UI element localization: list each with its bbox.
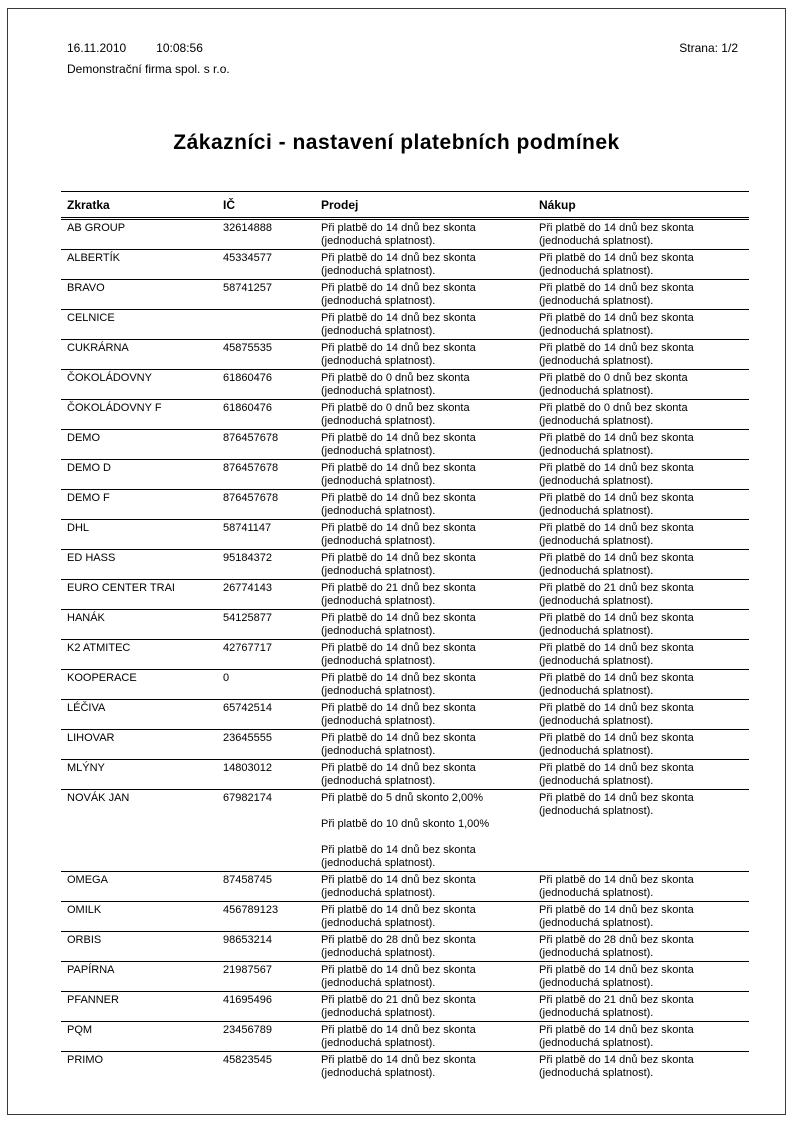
cell-ic: 87458745 <box>223 874 272 886</box>
column-header-nakup: Nákup <box>539 198 576 212</box>
table-row <box>61 1052 749 1081</box>
column-header-zkratka: Zkratka <box>67 198 110 212</box>
cell-nakup: Při platbě do 14 dnů bez skonta (jednoduchá splatnost). <box>539 522 694 547</box>
cell-prodej: Při platbě do 14 dnů bez skonta (jednoduchá splatnost). <box>321 432 476 457</box>
cell-prodej: Při platbě do 14 dnů bez skonta (jednoduchá splatnost). <box>321 1054 476 1079</box>
cell-zkratka: DHL <box>67 522 90 534</box>
cell-prodej: Při platbě do 14 dnů bez skonta (jednoduchá splatnost). <box>321 552 476 577</box>
cell-ic: 61860476 <box>223 372 272 384</box>
cell-ic: 58741147 <box>223 522 272 534</box>
cell-prodej: Při platbě do 28 dnů bez skonta (jednoduchá splatnost). <box>321 934 476 959</box>
cell-zkratka: DEMO F <box>67 492 110 504</box>
cell-zkratka: OMILK <box>67 904 102 916</box>
cell-nakup: Při platbě do 14 dnů bez skonta (jednoduchá splatnost). <box>539 874 694 899</box>
table-row <box>61 760 749 790</box>
cell-nakup: Při platbě do 14 dnů bez skonta (jednoduchá splatnost). <box>539 462 694 487</box>
cell-prodej: Při platbě do 14 dnů bez skonta (jednoduchá splatnost). <box>321 462 476 487</box>
cell-ic: 45823545 <box>223 1054 272 1066</box>
cell-prodej: Při platbě do 14 dnů bez skonta (jednoduchá splatnost). <box>321 222 476 247</box>
cell-zkratka: CELNICE <box>67 312 115 324</box>
table-row <box>61 730 749 760</box>
cell-nakup: Při platbě do 0 dnů bez skonta (jednoduchá splatnost). <box>539 402 688 427</box>
cell-zkratka: PFANNER <box>67 994 119 1006</box>
cell-nakup: Při platbě do 14 dnů bez skonta (jednoduchá splatnost). <box>539 904 694 929</box>
table-row <box>61 460 749 490</box>
table-row <box>61 490 749 520</box>
report-title: Zákazníci - nastavení platebních podmínek <box>173 131 620 154</box>
cell-nakup: Při platbě do 14 dnů bez skonta (jednoduchá splatnost). <box>539 342 694 367</box>
cell-nakup: Při platbě do 14 dnů bez skonta (jednoduchá splatnost). <box>539 222 694 247</box>
table-row <box>61 700 749 730</box>
company-name: Demonstrační firma spol. s r.o. <box>67 62 230 76</box>
cell-ic: 32614888 <box>223 222 272 234</box>
cell-nakup: Při platbě do 14 dnů bez skonta (jednoduchá splatnost). <box>539 792 694 817</box>
page-number: Strana: 1/2 <box>679 41 738 55</box>
cell-zkratka: OMEGA <box>67 874 108 886</box>
cell-ic: 21987567 <box>223 964 272 976</box>
cell-ic: 45875535 <box>223 342 272 354</box>
table-row <box>61 790 749 872</box>
table-row <box>61 640 749 670</box>
cell-nakup: Při platbě do 14 dnů bez skonta (jednoduchá splatnost). <box>539 252 694 277</box>
cell-nakup: Při platbě do 21 dnů bez skonta (jednoduchá splatnost). <box>539 994 694 1019</box>
cell-ic: 65742514 <box>223 702 272 714</box>
cell-prodej: Při platbě do 14 dnů bez skonta (jednoduchá splatnost). <box>321 282 476 307</box>
cell-prodej: Při platbě do 5 dnů skonto 2,00% Při platbě do 10 dnů skonto 1,00% Při platbě do 14 dnů bez skonta (jednoduchá splatnost). <box>321 792 490 869</box>
cell-nakup: Při platbě do 14 dnů bez skonta (jednoduchá splatnost). <box>539 612 694 637</box>
cell-nakup: Při platbě do 28 dnů bez skonta (jednoduchá splatnost). <box>539 934 694 959</box>
cell-ic: 23645555 <box>223 732 272 744</box>
table-row <box>61 962 749 992</box>
cell-zkratka: PAPÍRNA <box>67 964 115 976</box>
report-datetime <box>67 41 203 55</box>
report-page <box>7 8 786 1115</box>
cell-prodej: Při platbě do 14 dnů bez skonta (jednoduchá splatnost). <box>321 964 476 989</box>
cell-prodej: Při platbě do 14 dnů bez skonta (jednoduchá splatnost). <box>321 612 476 637</box>
table-row <box>61 370 749 400</box>
cell-zkratka: NOVÁK JAN <box>67 792 130 804</box>
cell-prodej: Při platbě do 0 dnů bez skonta (jednoduchá splatnost). <box>321 372 470 397</box>
cell-zkratka: MLÝNY <box>67 762 105 774</box>
cell-ic: 54125877 <box>223 612 272 624</box>
cell-nakup: Při platbě do 14 dnů bez skonta (jednoduchá splatnost). <box>539 702 694 727</box>
cell-zkratka: ČOKOLÁDOVNY F <box>67 402 162 414</box>
cell-zkratka: CUKRÁRNA <box>67 342 129 354</box>
column-header-prodej: Prodej <box>321 198 359 212</box>
cell-ic: 26774143 <box>223 582 272 594</box>
cell-nakup: Při platbě do 14 dnů bez skonta (jednoduchá splatnost). <box>539 432 694 457</box>
cell-prodej: Při platbě do 14 dnů bez skonta (jednoduchá splatnost). <box>321 642 476 667</box>
table-row <box>61 610 749 640</box>
cell-zkratka: HANÁK <box>67 612 105 624</box>
cell-nakup: Při platbě do 14 dnů bez skonta (jednoduchá splatnost). <box>539 492 694 517</box>
cell-ic: 876457678 <box>223 462 279 474</box>
cell-ic: 41695496 <box>223 994 272 1006</box>
cell-prodej: Při platbě do 14 dnů bez skonta (jednoduchá splatnost). <box>321 312 476 337</box>
table-row <box>61 580 749 610</box>
cell-ic: 23456789 <box>223 1024 272 1036</box>
cell-zkratka: ED HASS <box>67 552 116 564</box>
cell-prodej: Při platbě do 14 dnů bez skonta (jednoduchá splatnost). <box>321 732 476 757</box>
cell-nakup: Při platbě do 14 dnů bez skonta (jednoduchá splatnost). <box>539 964 694 989</box>
cell-nakup: Při platbě do 14 dnů bez skonta (jednoduchá splatnost). <box>539 282 694 307</box>
cell-prodej: Při platbě do 14 dnů bez skonta (jednoduchá splatnost). <box>321 702 476 727</box>
cell-ic: 14803012 <box>223 762 272 774</box>
cell-zkratka: EURO CENTER TRAI <box>67 582 175 594</box>
cell-zkratka: DEMO D <box>67 462 111 474</box>
table-row <box>61 992 749 1022</box>
cell-zkratka: AB GROUP <box>67 222 126 234</box>
cell-prodej: Při platbě do 14 dnů bez skonta (jednoduchá splatnost). <box>321 1024 476 1049</box>
table-row <box>61 520 749 550</box>
cell-prodej: Při platbě do 21 dnů bez skonta (jednoduchá splatnost). <box>321 582 476 607</box>
cell-ic: 61860476 <box>223 402 272 414</box>
column-header-ic: IČ <box>223 198 235 212</box>
cell-nakup: Při platbě do 21 dnů bez skonta (jednoduchá splatnost). <box>539 582 694 607</box>
cell-zkratka: PQM <box>67 1024 93 1036</box>
cell-prodej: Při platbě do 14 dnů bez skonta (jednoduchá splatnost). <box>321 522 476 547</box>
cell-zkratka: PRIMO <box>67 1054 104 1066</box>
cell-ic: 42767717 <box>223 642 272 654</box>
cell-nakup: Při platbě do 14 dnů bez skonta (jednoduchá splatnost). <box>539 312 694 337</box>
cell-zkratka: ALBERTÍK <box>67 252 120 264</box>
cell-zkratka: K2 ATMITEC <box>67 642 131 654</box>
cell-prodej: Při platbě do 14 dnů bez skonta (jednoduchá splatnost). <box>321 492 476 517</box>
table-row <box>61 310 749 340</box>
payment-terms-table <box>61 191 749 1081</box>
cell-prodej: Při platbě do 21 dnů bez skonta (jednoduchá splatnost). <box>321 994 476 1019</box>
cell-zkratka: LIHOVAR <box>67 732 115 744</box>
table-row <box>61 932 749 962</box>
cell-zkratka: DEMO <box>67 432 100 444</box>
cell-prodej: Při platbě do 14 dnů bez skonta (jednoduchá splatnost). <box>321 874 476 899</box>
cell-ic: 67982174 <box>223 792 272 804</box>
cell-prodej: Při platbě do 14 dnů bez skonta (jednoduchá splatnost). <box>321 252 476 277</box>
cell-ic: 98653214 <box>223 934 272 946</box>
table-row <box>61 250 749 280</box>
cell-ic: 876457678 <box>223 492 279 504</box>
table-row <box>61 430 749 460</box>
table-row <box>61 340 749 370</box>
cell-ic: 456789123 <box>223 904 279 916</box>
cell-nakup: Při platbě do 14 dnů bez skonta (jednoduchá splatnost). <box>539 732 694 757</box>
cell-zkratka: KOOPERACE <box>67 672 137 684</box>
table-row <box>61 400 749 430</box>
cell-ic: 876457678 <box>223 432 279 444</box>
cell-prodej: Při platbě do 0 dnů bez skonta (jednoduchá splatnost). <box>321 402 470 427</box>
cell-prodej: Při platbě do 14 dnů bez skonta (jednoduchá splatnost). <box>321 904 476 929</box>
table-row <box>61 550 749 580</box>
cell-prodej: Při platbě do 14 dnů bez skonta (jednoduchá splatnost). <box>321 762 476 787</box>
table-row <box>61 872 749 902</box>
table-header-row <box>61 191 749 220</box>
cell-ic <box>217 312 315 338</box>
table-body <box>61 220 749 1081</box>
cell-nakup: Při platbě do 14 dnů bez skonta (jednoduchá splatnost). <box>539 642 694 667</box>
cell-zkratka: LÉČIVA <box>67 702 106 714</box>
cell-zkratka: ORBIS <box>67 934 102 946</box>
cell-prodej: Při platbě do 14 dnů bez skonta (jednoduchá splatnost). <box>321 672 476 697</box>
cell-ic: 95184372 <box>223 552 272 564</box>
cell-nakup: Při platbě do 14 dnů bez skonta (jednoduchá splatnost). <box>539 1054 694 1079</box>
table-row <box>61 1022 749 1052</box>
cell-nakup: Při platbě do 14 dnů bez skonta (jednoduchá splatnost). <box>539 672 694 697</box>
cell-zkratka: ČOKOLÁDOVNY <box>67 372 152 384</box>
cell-prodej: Při platbě do 14 dnů bez skonta (jednoduchá splatnost). <box>321 342 476 367</box>
cell-ic: 45334577 <box>223 252 272 264</box>
table-row <box>61 902 749 932</box>
report-time: 10:08:56 <box>156 41 203 55</box>
page-header <box>67 41 738 55</box>
table-row <box>61 670 749 700</box>
cell-nakup: Při platbě do 0 dnů bez skonta (jednoduchá splatnost). <box>539 372 688 397</box>
cell-zkratka: BRAVO <box>67 282 105 294</box>
report-date: 16.11.2010 <box>67 41 127 55</box>
table-row <box>61 220 749 250</box>
cell-nakup: Při platbě do 14 dnů bez skonta (jednoduchá splatnost). <box>539 552 694 577</box>
cell-nakup: Při platbě do 14 dnů bez skonta (jednoduchá splatnost). <box>539 762 694 787</box>
cell-nakup: Při platbě do 14 dnů bez skonta (jednoduchá splatnost). <box>539 1024 694 1049</box>
cell-ic: 0 <box>223 672 230 684</box>
table-row <box>61 280 749 310</box>
cell-ic: 58741257 <box>223 282 272 294</box>
